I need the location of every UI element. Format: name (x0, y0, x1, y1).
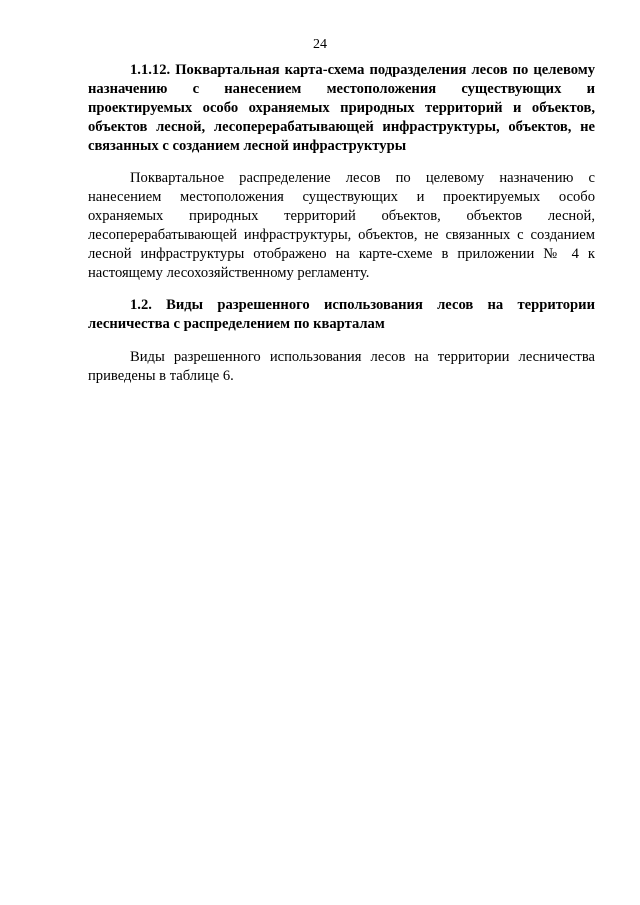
section-heading-1-2: 1.2. Виды разрешенного использования лесов на территории лесничества с распределением по кварталам (88, 297, 595, 332)
page-number: 24 (313, 37, 327, 52)
section-body-1-2: Виды разрешенного использования лесов на территории лесничества приведены в таблице 6. (88, 349, 595, 384)
document-body (88, 61, 595, 386)
section-heading-1-1-12: 1.1.12. Поквартальная карта-схема подразделения лесов по целевому назначению с нанесением местоположения существующих и проектируемых особо охраняемых природных территорий и объектов, объектов лесной, лесоперерабатывающей инфраструктуры, объектов, не связанных с созданием лесной инфраструктуры (88, 62, 595, 154)
section-body-1-1-12: Поквартальное распределение лесов по целевому назначению с нанесением местоположения существующих и проектируемых особо охраняемых природных территорий объектов, объектов лесной, лесоперерабатывающей инфраструктуры, объектов, не связанных с созданием лесной инфраструктуры отображено на карте-схеме в приложении № 4 к настоящему лесохозяйственному регламенту. (88, 170, 595, 281)
